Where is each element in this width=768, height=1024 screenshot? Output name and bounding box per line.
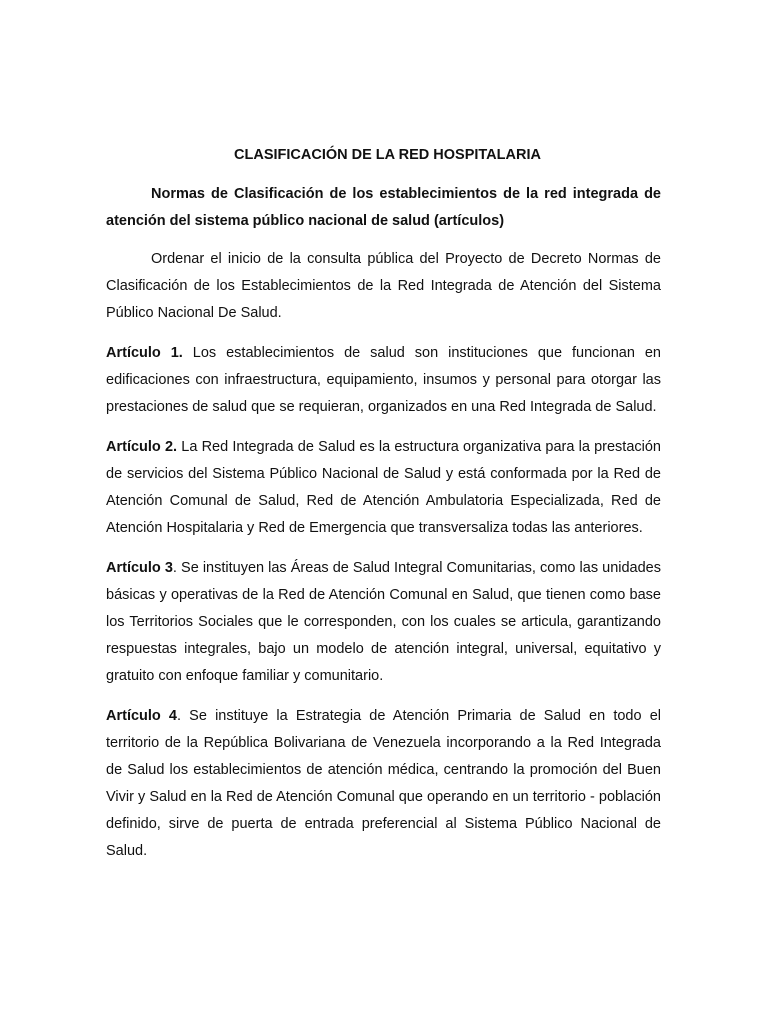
article-2 <box>106 434 661 542</box>
article-4-label: Artículo 4 <box>106 708 177 724</box>
article-2-text: La Red Integrada de Salud es la estructura organizativa para la prestación de servicios del Sistema Público Nacional de Salud y está conformada por la Red de Atención Comunal de Salud, Red de Atención Ambulatoria Especializada, Red de Atención Hospitalaria y Red de Emergencia que transversaliza todas las anteriores. <box>106 439 661 536</box>
document-page <box>106 143 661 865</box>
article-3-text: . Se instituyen las Áreas de Salud Integral Comunitarias, como las unidades básicas y operativas de la Red de Atención Comunal en Salud, que tienen como base los Territorios Sociales que le corresponden, con los cuales se articula, garantizando respuestas integrales, bajo un modelo de atención integral, universal, equitativo y gratuito con enfoque familiar y comunitario. <box>106 560 661 684</box>
article-2-label: Artículo 2. <box>106 439 178 455</box>
article-4-text: . Se instituye la Estrategia de Atención Primaria de Salud en todo el territorio de la República Bolivariana de Venezuela incorporando a la Red Integrada de Salud los establecimientos de atención médica, centrando la promoción del Buen Vivir y Salud en la Red de Atención Comunal que operando en un territorio - población definido, sirve de puerta de entrada preferencial al Sistema Público Nacional de Salud. <box>106 708 661 859</box>
article-1 <box>106 340 661 421</box>
article-3 <box>106 555 661 690</box>
document-subtitle: Normas de Clasificación de los establecimientos de la red integrada de atención del sistema público nacional de salud (artículos) <box>106 186 661 229</box>
article-1-text: Los establecimientos de salud son instituciones que funcionan en edificaciones con infraestructura, equipamiento, insumos y personal para otorgar las prestaciones de salud que se requieran, organizados en una Red Integrada de Salud. <box>106 345 661 415</box>
article-1-label: Artículo 1. <box>106 345 183 361</box>
article-3-label: Artículo 3 <box>106 560 173 576</box>
intro-paragraph: Ordenar el inicio de la consulta pública del Proyecto de Decreto Normas de Clasificación de los Establecimientos de la Red Integrada de Atención del Sistema Público Nacional De Salud. <box>106 251 661 321</box>
article-4 <box>106 703 661 865</box>
document-title: CLASIFICACIÓN DE LA RED HOSPITALARIA <box>234 147 541 163</box>
